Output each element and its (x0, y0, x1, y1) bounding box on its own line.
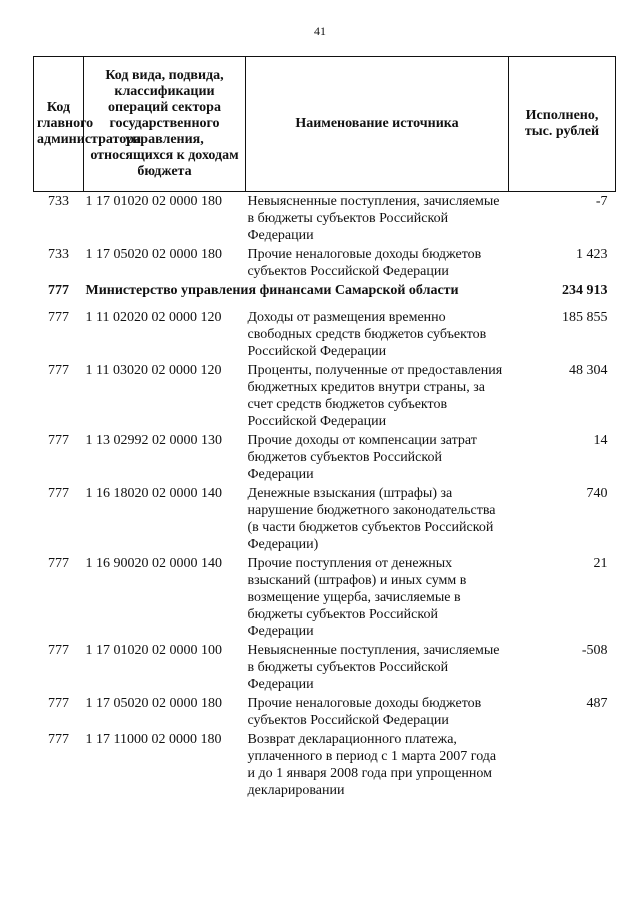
table-row (34, 695, 616, 731)
name-cell: Проценты, полученные от предоставления бюджетных кредитов внутри страны, за счет средств бюджетов субъектов Российской Федерации (247, 363, 503, 429)
table-row (34, 555, 616, 642)
code-cell: 1 17 05020 02 0000 180 (85, 696, 222, 711)
name-cell: Прочие доходы от компенсации затрат бюджетов субъектов Российской Федерации (247, 433, 477, 482)
admin-cell: 733 (48, 194, 69, 209)
amount-cell: 487 (586, 696, 608, 711)
amount-cell: 48 304 (569, 363, 608, 378)
header-classification-code: Код вида, подвида, классификации операций сектора государственного управления, относящихся к доходам бюджета (84, 57, 246, 192)
admin-cell: 777 (48, 283, 69, 298)
amount-cell: 185 855 (562, 310, 608, 325)
code-cell: 1 17 05020 02 0000 180 (85, 247, 222, 262)
amount-cell: -508 (581, 643, 608, 658)
admin-cell: 777 (48, 696, 69, 711)
admin-cell: 777 (48, 310, 69, 325)
name-cell: Невыясненные поступления, зачисляемые в бюджеты субъектов Российской Федерации (247, 194, 500, 243)
amount-cell: -7 (595, 194, 608, 209)
table-row (34, 362, 616, 432)
revenue-table (33, 56, 616, 801)
admin-cell: 777 (48, 486, 69, 501)
code-cell: 1 11 02020 02 0000 120 (85, 310, 222, 325)
code-cell: 1 13 02992 02 0000 130 (85, 433, 222, 448)
code-cell: 1 16 90020 02 0000 140 (85, 556, 222, 571)
admin-cell: 733 (48, 247, 69, 262)
name-cell: Прочие неналоговые доходы бюджетов субъектов Российской Федерации (247, 247, 482, 279)
header-admin-code: Код главного администратора (34, 57, 84, 192)
admin-cell: 777 (48, 433, 69, 448)
code-cell: 1 17 11000 02 0000 180 (85, 732, 222, 747)
amount-cell: 740 (586, 486, 608, 501)
page-number: 41 (314, 24, 326, 38)
table-header (34, 57, 616, 192)
header-amount: Исполнено, тыс. рублей (509, 57, 616, 192)
admin-cell: 777 (48, 643, 69, 658)
group-name-cell: Министерство управления финансами Самарской области (85, 283, 459, 298)
table-row (34, 432, 616, 485)
table-row (34, 731, 616, 801)
name-cell: Невыясненные поступления, зачисляемые в бюджеты субъектов Российской Федерации (247, 643, 500, 692)
amount-cell (509, 731, 616, 801)
name-cell: Прочие неналоговые доходы бюджетов субъектов Российской Федерации (247, 696, 482, 728)
table-row (34, 246, 616, 282)
name-cell: Возврат декларационного платежа, уплаченного в период с 1 марта 2007 года и до 1 января 2008 года при упрощенном декларировании (247, 732, 497, 798)
table-row (34, 485, 616, 555)
admin-cell: 777 (48, 732, 69, 747)
admin-cell: 777 (48, 556, 69, 571)
table-row (34, 192, 616, 247)
amount-cell: 1 423 (576, 247, 608, 262)
code-cell: 1 17 01020 02 0000 100 (85, 643, 222, 658)
name-cell: Денежные взыскания (штрафы) за нарушение бюджетного законодательства (в части бюджетов субъектов Российской Федерации) (247, 486, 496, 552)
code-cell: 1 17 01020 02 0000 180 (85, 194, 222, 209)
name-cell: Прочие поступления от денежных взысканий (штрафов) и иных сумм в возмещение ущерба, зачисляемые в бюджеты субъектов Российской Федерации (247, 556, 467, 639)
amount-cell: 14 (593, 433, 608, 448)
code-cell: 1 16 18020 02 0000 140 (85, 486, 222, 501)
table-body (34, 192, 616, 802)
code-cell: 1 11 03020 02 0000 120 (85, 363, 222, 378)
name-cell: Доходы от размещения временно свободных средств бюджетов субъектов Российской Федерации (247, 310, 487, 359)
table-row-group-total (34, 282, 616, 309)
admin-cell: 777 (48, 363, 69, 378)
amount-cell: 21 (593, 556, 608, 571)
table-row (34, 642, 616, 695)
amount-cell: 234 913 (562, 283, 608, 298)
table-row (34, 309, 616, 362)
header-source-name: Наименование источника (246, 57, 509, 192)
